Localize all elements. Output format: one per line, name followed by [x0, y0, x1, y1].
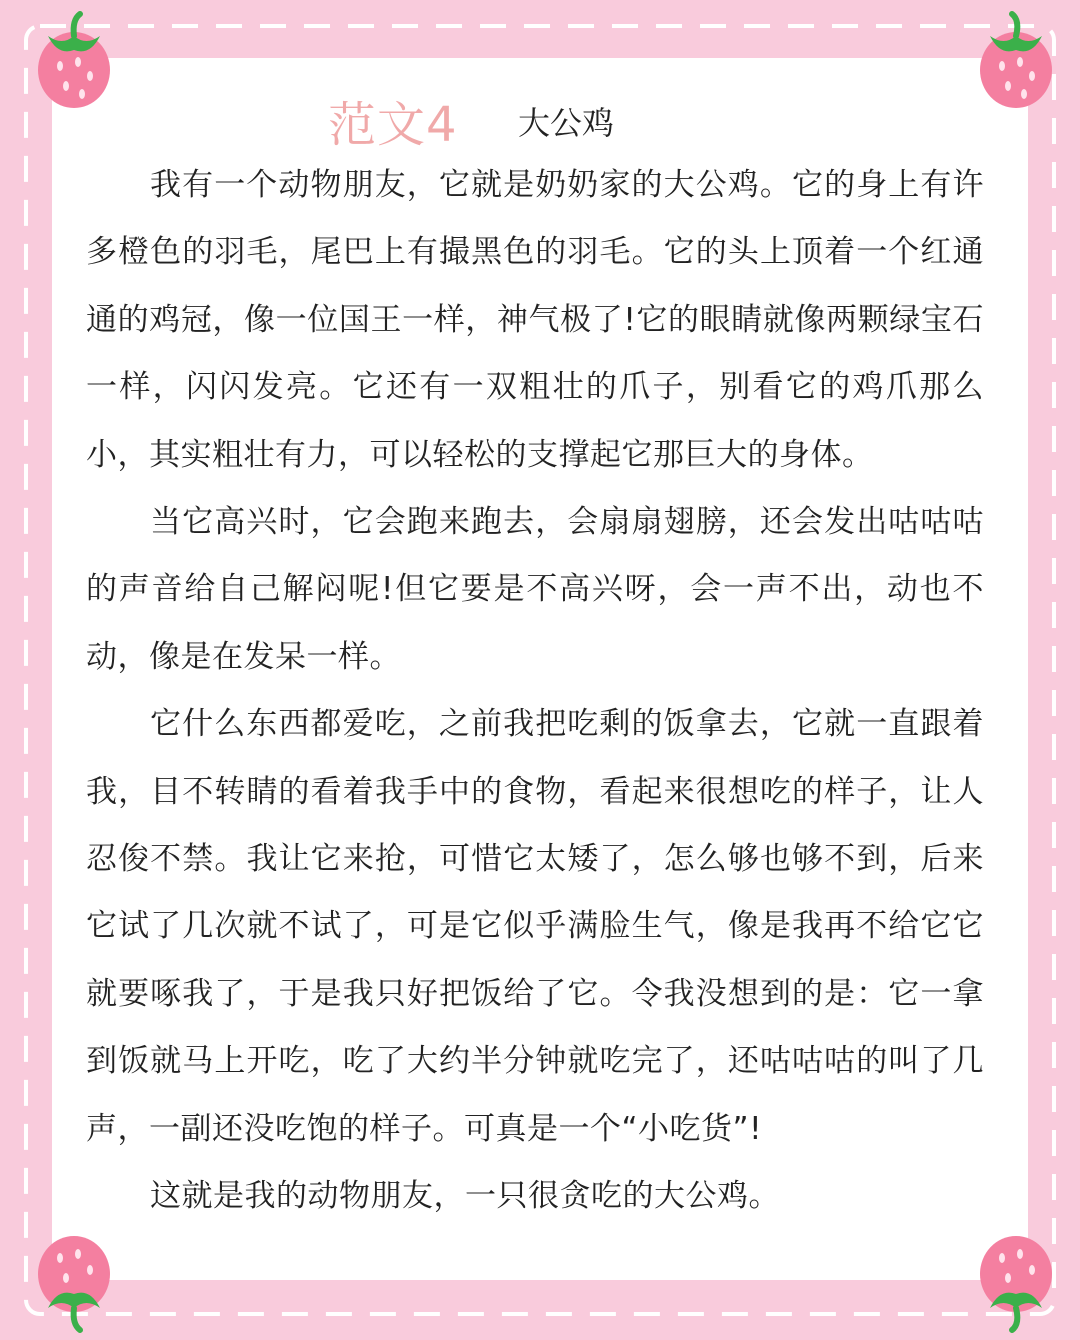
paragraph: 当它高兴时，它会跑来跑去，会扇扇翅膀，还会发出咕咕咕的声音给自己解闷呢!但它要是不高兴呀，会一声不出，动也不动，像是在发呆一样。	[86, 504, 984, 675]
essay-subtitle: 大公鸡	[518, 104, 615, 142]
strawberry-icon	[962, 1228, 1072, 1338]
paragraph: 它什么东西都爱吃，之前我把吃剩的饭拿去，它就一直跟着我，目不转睛的看着我手中的食物，看起来很想吃的样子，让人忍俊不禁。我让它来抢，可惜它太矮了，怎么够也够不到，后来它试了几次就不试了，可是它似乎满脸生气，像是我再不给它它就要啄我了，于是我只好把饭给了它。令我没想到的是：它一拿到饭就马上开吃，吃了大约半分钟就吃完了，还咕咕咕的叫了几声，一副还没吃饱的样子。可真是一个“小吃货”!	[86, 706, 984, 1147]
strawberry-icon	[18, 1228, 128, 1338]
essay-body	[86, 152, 984, 1231]
paragraph: 我有一个动物朋友，它就是奶奶家的大公鸡。它的身上有许多橙色的羽毛，尾巴上有撮黑色的羽毛。它的头上顶着一个红通通的鸡冠，像一位国王一样，神气极了!它的眼睛就像两颗绿宝石一样，闪闪发亮。它还有一双粗壮的爪子，别看它的鸡爪那么小，其实粗壮有力，可以轻松的支撑起它那巨大的身体。	[86, 167, 984, 473]
paragraph: 这就是我的动物朋友，一只很贪吃的大公鸡。	[150, 1178, 780, 1215]
essay-number-title: 范文4	[328, 97, 458, 153]
